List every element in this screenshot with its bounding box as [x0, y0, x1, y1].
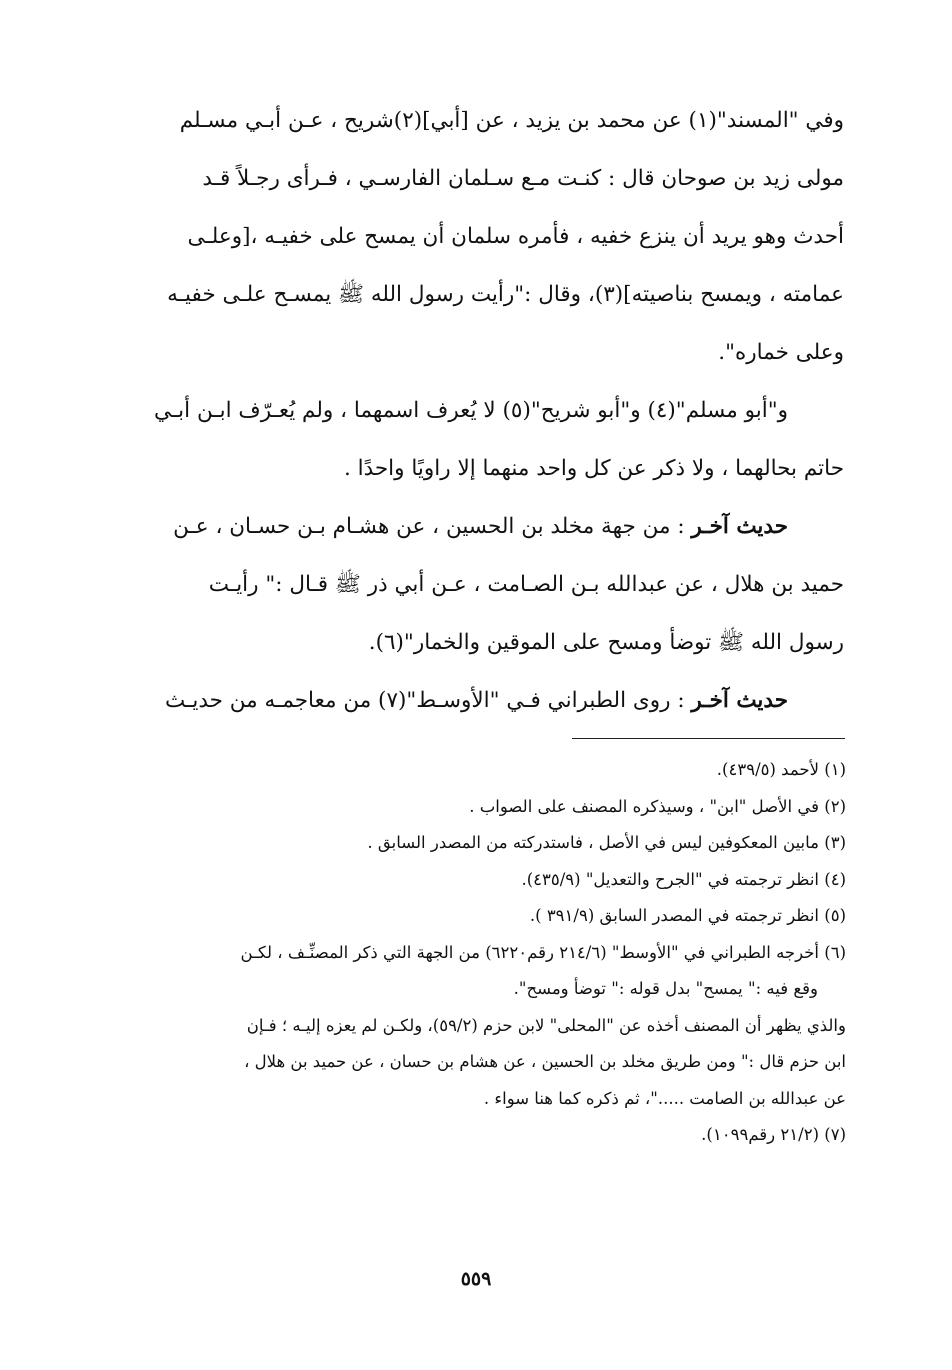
page-number: ٥٥٩ — [460, 1268, 492, 1290]
footnote-5: (٥) انظر ترجمته في المصدر السابق (٣٩١/٩ ). — [529, 906, 846, 925]
footnote-6-note: والذي يظهر أن المصنف أخذه عن "المحلى" لابن حزم (٥٩/٢)، ولكـن لم يعزه إليـه ؛ فـإن — [246, 1015, 846, 1035]
text-line-5: وعلى خماره". — [718, 340, 844, 365]
footnote-1: (١) لأحمد (٤٣٩/٥). — [716, 760, 846, 779]
footnote-divider — [572, 738, 845, 739]
footnote-6-note-line-3: عن عبدالله بن الصامت ....."، ثم ذكره كما هنا سواء . — [483, 1088, 846, 1108]
footnote-6-continued: وقع فيه :" يمسح" بدل قوله :" توضأ ومسح". — [513, 979, 818, 998]
text-line-11 — [138, 672, 844, 730]
text-line-6: و"أبو مسلم"(٤) و"أبو شريح"(٥) لا يُعرف اسمهما ، ولم يُعـرّف ابـن أبـي — [153, 398, 788, 423]
text-line-1: وفي "المسند"(١) عن محمد بن يزيد ، عن [أبي](٢)شريح ، عـن أبـي مسـلم — [179, 108, 844, 133]
text-line-11-body: : روى الطبراني فـي "الأوسـط"(٧) من معاجمـه من حديـث — [164, 688, 692, 713]
text-line-3: أحدث وهو يريد أن ينزع خفيه ، فأمره سلمان أن يمسح على خفيـه ،[وعلـى — [187, 224, 844, 249]
footnote-6-note-line-2: ابن حزم قال :" ومن طريق مخلد بن الحسين ، عن هشام بن حسان ، عن حميد بن هلال ، — [244, 1052, 846, 1071]
footnotes-block — [136, 752, 846, 1154]
footnote-2: (٢) في الأصل "ابن" ، وسيذكره المصنف على الصواب . — [469, 796, 846, 816]
main-text-block — [138, 92, 844, 730]
text-line-10: رسول الله ﷺ توضأ ومسح على الموقين والخمار"(٦). — [368, 630, 844, 655]
text-line-4: عمامته ، ويمسح بناصيته](٣)، وقال :"رأيت رسول الله ﷺ يمسـح علـى خفيـه — [167, 282, 844, 307]
footnote-6: (٦) أخرجه الطبراني في "الأوسط" (٢١٤/٦ رقم٦٢٢٠) من الجهة التي ذكر المصنِّـف ، لكـن — [240, 942, 846, 962]
text-line-8 — [138, 498, 844, 556]
text-line-8-body: : من جهة مخلد بن الحسين ، عن هشـام بـن حسـان ، عـن — [173, 514, 692, 539]
text-line-7: حاتم بحالهما ، ولا ذكر عن كل واحد منهما إلا راويًا واحدًا . — [343, 456, 844, 481]
hadith-heading: حديث آخـر — [691, 514, 788, 539]
footnote-7: (٧) (٢١/٢ رقم١٠٩٩). — [701, 1125, 846, 1144]
hadith-heading-2: حديث آخـر — [691, 688, 788, 713]
text-line-2: مولى زيد بن صوحان قال : كنـت مـع سـلمان الفارسـي ، فـرأى رجـلاً قـد — [202, 166, 844, 191]
footnote-3: (٣) مابين المعكوفين ليس في الأصل ، فاستدركته من المصدر السابق . — [367, 833, 846, 852]
text-line-9: حميد بن هلال ، عن عبدالله بـن الصـامت ، عـن أبي ذر ﷺ قـال :" رأيـت — [208, 572, 844, 597]
footnote-4: (٤) انظر ترجمته في "الجرح والتعديل" (٤٣٥/٩). — [521, 869, 846, 889]
